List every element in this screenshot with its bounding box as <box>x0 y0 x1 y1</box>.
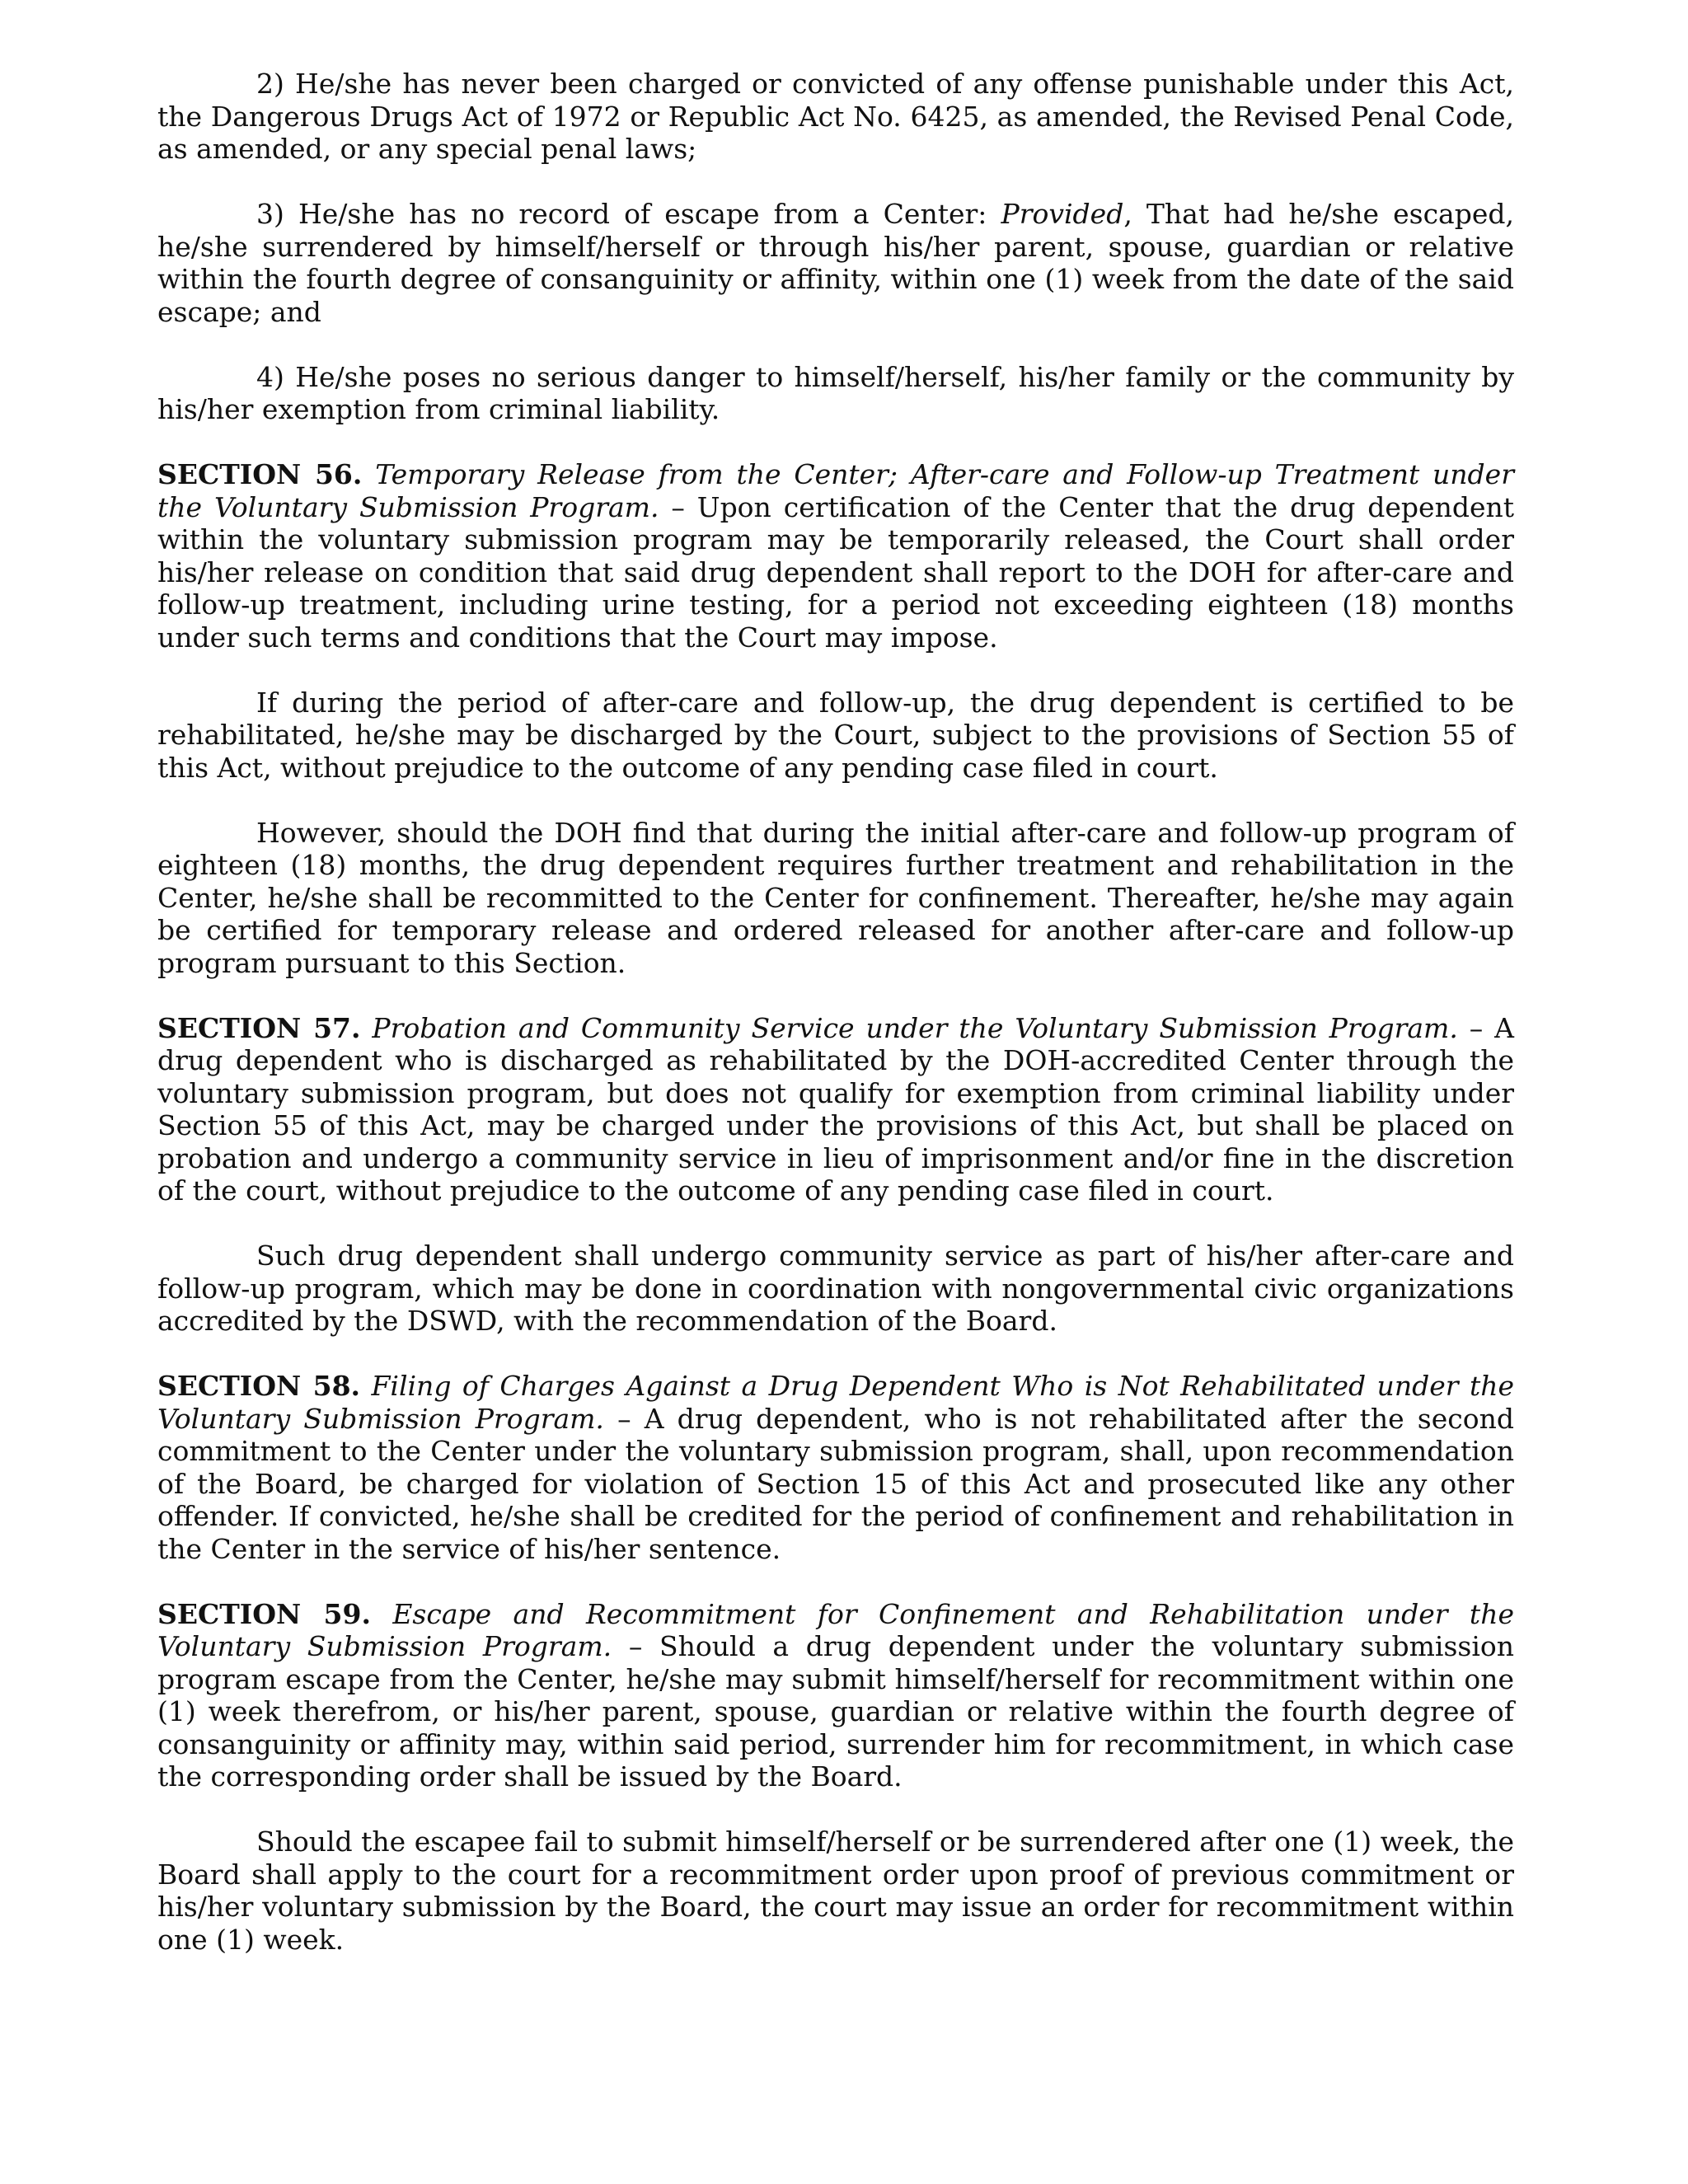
section-56-title: Temporary Release from the Center; After-care and Follow-up Treatment under the Voluntary Submission Program. <box>157 458 1514 523</box>
document-page <box>157 68 1514 1989</box>
list-item-3 <box>157 198 1514 328</box>
section-58 <box>157 1370 1514 1565</box>
section-59-title: Escape and Recommitment for Confinement and Rehabilitation under the Voluntary Submission Program. <box>157 1597 1514 1662</box>
list-item-3-text-start: 3) He/she has no record of escape from a Center: <box>256 198 1001 230</box>
section-59 <box>157 1598 1514 1793</box>
section-59-number: SECTION 59. <box>157 1597 371 1630</box>
section-56-paragraph-3: However, should the DOH find that during the initial after-care and follow-up program of eighteen (18) months, the drug dependent requires further treatment and rehabilitation in the Center, he/she shall be recommitted to the Center for confinement. Thereafter, he/she may again be certified for temporary release and ordered released for another after-care and follow-up program pursuant to this Section. <box>157 816 1514 979</box>
section-56 <box>157 458 1514 654</box>
section-57-paragraph-2: Such drug dependent shall undergo community service as part of his/her after-care and follow-up program, which may be done in coordination with nongovernmental civic organizations accredited by the DSWD, with the recommendation of the Board. <box>157 1240 1514 1337</box>
section-56-number: SECTION 56. <box>157 458 363 490</box>
provided-italic: Provided <box>1001 198 1124 230</box>
section-57-number: SECTION 57. <box>157 1011 361 1044</box>
section-59-paragraph-2: Should the escapee fail to submit himself/herself or be surrendered after one (1) week, the Board shall apply to the court for a recommitment order upon proof of previous commitment or his/her voluntary submission by the Board, the court may issue an order for recommitment within one (1) week. <box>157 1825 1514 1956</box>
section-57-body: – A drug dependent who is discharged as rehabilitated by the DOH-accredited Center through the voluntary submission program, but does not qualify for exemption from criminal liability under Section 55 of this Act, may be charged under the provisions of this Act, but shall be placed on probation and undergo a community service in lieu of imprisonment and/or fine in the discretion of the court, without prejudice to the outcome of any pending case filed in court. <box>157 1011 1514 1207</box>
section-58-number: SECTION 58. <box>157 1370 361 1402</box>
list-item-4: 4) He/she poses no serious danger to himself/herself, his/her family or the community by his/her exemption from criminal liability. <box>157 360 1514 425</box>
list-item-3-text-end: , That had he/she escaped, he/she surrendered by himself/herself or through his/her parent, spouse, guardian or relative within the fourth degree of consanguinity or affinity, within one (1) week from the date of the said escape; and <box>157 198 1514 328</box>
section-56-paragraph-2: If during the period of after-care and follow-up, the drug dependent is certified to be rehabilitated, he/she may be discharged by the Court, subject to the provisions of Section 55 of this Act, without prejudice to the outcome of any pending case filed in court. <box>157 686 1514 784</box>
section-57 <box>157 1012 1514 1207</box>
section-59-body: – Should a drug dependent under the voluntary submission program escape from the Center, he/she may submit himself/herself for recommitment within one (1) week therefrom, or his/her parent, spouse, guardian or relative within the fourth degree of consanguinity or affinity may, within said period, surrender him for recommitment, in which case the corresponding order shall be issued by the Board. <box>157 1630 1515 1793</box>
section-56-body: – Upon certification of the Center that the drug dependent within the voluntary submission program may be temporarily released, the Court shall order his/her release on condition that said drug dependent shall report to the DOH for after-care and follow-up treatment, including urine testing, for a period not exceeding eighteen (18) months under such terms and conditions that the Court may impose. <box>157 490 1514 654</box>
section-58-body: – A drug dependent, who is not rehabilitated after the second commitment to the Center under the voluntary submission program, shall, upon recommendation of the Board, be charged for violation of Section 15 of this Act and prosecuted like any other offender. If convicted, he/she shall be credited for the period of confinement and rehabilitation in the Center in the service of his/her sentence. <box>157 1402 1514 1565</box>
section-57-title: Probation and Community Service under the Voluntary Submission Program. <box>372 1011 1458 1044</box>
list-item-2: 2) He/she has never been charged or convicted of any offense punishable under this Act, the Dangerous Drugs Act of 1972 or Republic Act No. 6425, as amended, the Revised Penal Code, as amended, or any special penal laws; <box>157 68 1514 165</box>
section-58-title: Filing of Charges Against a Drug Dependent Who is Not Rehabilitated under the Voluntary Submission Program. <box>157 1370 1514 1435</box>
